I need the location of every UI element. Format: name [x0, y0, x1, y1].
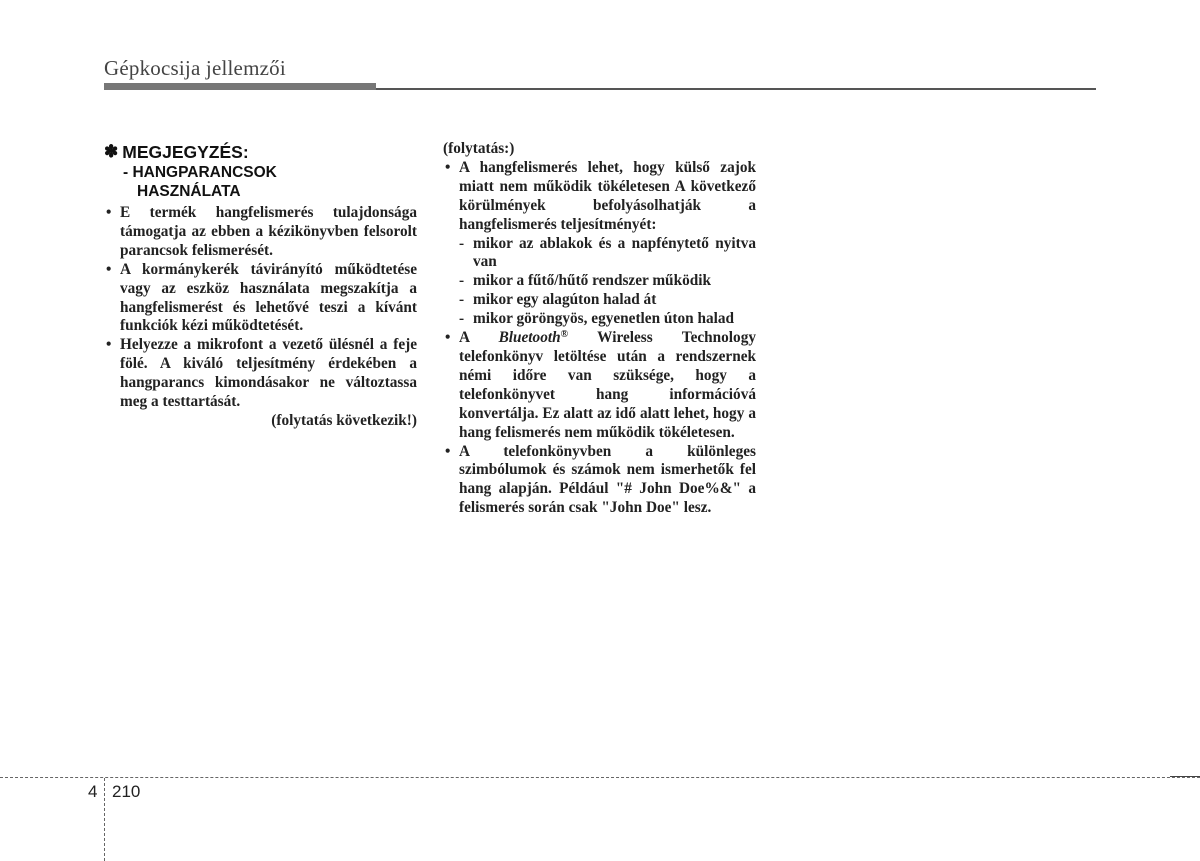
- dash-item-1: - mikor az ablakok és a napfénytető nyitva van: [443, 235, 756, 273]
- note-subtitle: [104, 163, 417, 201]
- bullet2-rest: Wireless Technology telefonkönyv letöltése után a rendszernek némi időre van szüksége, hogy a telefonkönyvet hang információvá konvertálja. Ez alatt az idő alatt lehet, hogy a hang felismerés nem működik tökéletesen.: [459, 329, 757, 441]
- page-header-title: Gépkocsija jellemzői: [104, 56, 286, 80]
- left-bullet-3: • Helyezze a mikrofont a vezető ülésnél a feje fölé. A kiváló teljesítmény érdekében a hangparancs kimondásakor ne változtassa meg a testtartását.: [104, 336, 417, 412]
- footer-solid-tick: [1170, 776, 1200, 777]
- right-column: [443, 140, 756, 518]
- left-bullet-1: • E termék hangfelismerés tulajdonsága támogatja az ebben a kézikönyvben felsorolt parancsok felismerését.: [104, 204, 417, 261]
- continued-label: (folytatás:): [443, 140, 515, 157]
- header-rule-thick: [104, 83, 376, 90]
- note-subtitle-line1: - HANGPARANCSOK: [123, 164, 277, 181]
- note-heading: [104, 142, 417, 162]
- page-number: 210: [112, 782, 141, 801]
- header-rule-thin: [376, 88, 1096, 90]
- dash-item-2: - mikor a fűtő/hűtő rendszer működik: [443, 272, 756, 291]
- footer-dashed-vertical: [104, 778, 105, 861]
- left-bullet-2: • A kormánykerék távirányító működtetése vagy az eszköz használata megszakítja a hangfelismerést és lehetővé teszi a kívánt funkciók kézi működtetését.: [104, 261, 417, 337]
- note-title: MEGJEGYZÉS:: [122, 142, 249, 162]
- footer-dashed-rule: [0, 777, 1200, 778]
- left-column: [104, 142, 417, 431]
- right-bullet-3: • A telefonkönyvben a különleges szimbólumok és számok nem ismerhetők fel hang alapján. Például "# John Doe%&" a felismerés során csak "John Doe" lesz.: [443, 443, 756, 519]
- registered-mark: ®: [560, 329, 569, 341]
- note-subtitle-line2: HASZNÁLATA: [137, 183, 241, 200]
- continued-next-note: (folytatás következik!): [271, 411, 417, 429]
- bullet2-prefix: A: [459, 329, 499, 347]
- right-bullet-1: • A hangfelismerés lehet, hogy külső zajok miatt nem működik tökéletesen A következő körülmények befolyásolhatják a hangfelismerés teljesítményét:: [443, 159, 756, 235]
- asterisk-star-icon: ✽: [104, 142, 119, 161]
- dash-item-4: - mikor göröngyös, egyenetlen úton halad: [443, 310, 756, 329]
- dash-item-3: - mikor egy alagúton halad át: [443, 291, 756, 310]
- chapter-number: 4: [88, 782, 98, 801]
- bluetooth-brand: Bluetooth: [498, 329, 561, 347]
- right-bullet-2: [443, 329, 756, 442]
